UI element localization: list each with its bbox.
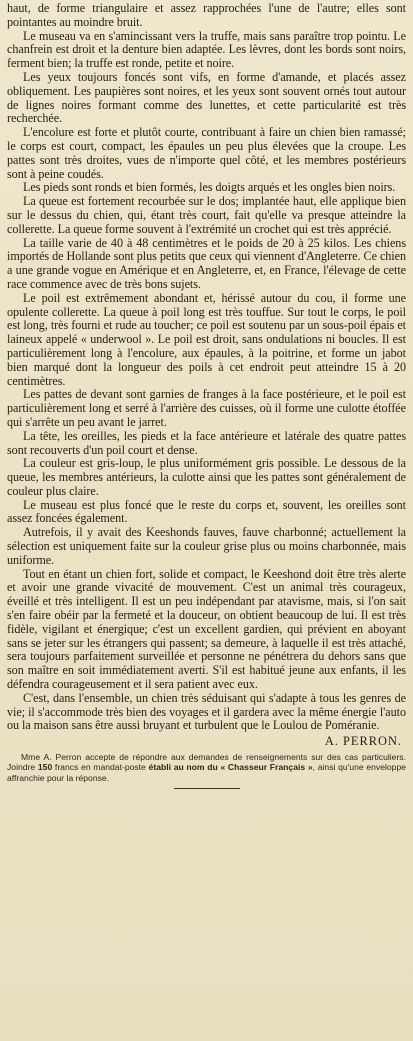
paragraph-muzzle-color: Le museau est plus foncé que le reste du corps et, souvent, les oreilles sont assez foncées également. (7, 497, 406, 526)
paragraph-color: La couleur est gris-loup, le plus uniformément gris possible. Le dessous de la queue, les membres antérieurs, la culotte ainsi que les pattes sont généralement de couleur plus claire. (7, 456, 406, 498)
paragraph-size-weight: La taille varie de 40 à 48 centimètres et le poids de 20 à 25 kilos. Les chiens importés de Hollande sont plus petits que ceux qui viennent d'Angleterre. Ce chien a une grande vogue en Amérique et en Angleterre, et, en France, l'élevage de cette race commence avec de très bons sujets. (7, 235, 406, 291)
author-signature: A. PERRON. (324, 734, 402, 749)
paragraph-muzzle: Le museau va en s'amincissant vers la truffe, mais sans paraître trop pointu. Le chanfrein est droit et la denture bien adaptée. Les lèvres, dont les bords sont noirs, ferment bien; la truffe est ronde, petite et noire. (7, 28, 406, 71)
paragraph-coat: Le poil est extrêmement abondant et, hérissé autour du cou, il forme une opulente collerette. La queue à poil long est très touffue. Sur tout le corps, le poil est long, très fourni et rude au toucher; ce poil est soutenu par un sous-poil épais et laineux appelé « underwool ». Le poil est droit, sans ondulations ni boucles. Il est particulièrement long à l'encolure, aux épaules, à la poitrine, et forme un jabot bien marqué dont la longueur des poils à cet endroit peut atteindre 15 à 20 centimètres. (7, 290, 406, 388)
note-amount: 150 (37, 762, 53, 773)
paragraph-eyes: Les yeux toujours foncés sont vifs, en forme d'amande, et placés assez obliquement. Les paupières sont noires, et les yeux sont souvent ornés tout autour de lignes noires formant comme des lunettes, et cette particularité est très recherchée. (7, 69, 406, 126)
paragraph-front-legs: Les pattes de devant sont garnies de franges à la face postérieure, et le poil est particulièrement long et serré à l'arrière des cuisses, où il forme une culotte étoffée qui s'arrête un peu avant le jarret. (7, 387, 406, 429)
paragraph-character: Tout en étant un chien fort, solide et compact, le Keeshond doit être très alerte et avoir une grande vivacité de mouvement. C'est un animal très courageux, éveillé et très intelligent. Il est un peu indépendant par atavisme, mais, si l'on sait s'en faire obéir par la fermeté et la douceur, on obtient beaucoup de lui. Il est très fidèle, vigilant et énergique; c'est un excellent gardien, qui prévient en aboyant sans se jeter sur les étrangers qui passent; sa demeure, à laquelle il est très attaché, sera toujours parfaitement surveillée et personne ne pénétrera du dehors sans que son maître en soit immédiatement averti. S'il est habitué jeune aux enfants, il les défendra courageusement et il sera patient avec eux. (7, 566, 406, 692)
end-divider (174, 788, 240, 789)
paragraph-history: Autrefois, il y avait des Keeshonds fauves, fauve charbonné; actuellement la sélection est uniquement faite sur la couleur grise plus ou moins charbonnée, mais uniforme. (7, 525, 406, 567)
paragraph-head-hair: La tête, les oreilles, les pieds et la face antérieure et latérale des quatre pattes sont recouverts d'un poil court et dense. (7, 428, 406, 457)
paragraph-feet: Les pieds sont ronds et bien formés, les doigts arqués et les ongles bien noirs. (23, 180, 396, 195)
article-column (7, 2, 406, 789)
reader-service-note (7, 752, 406, 783)
paragraph-tail: La queue est fortement recourbée sur le dos; implantée haut, elle applique bien sur le dessus du chien, qui, étant très court, fait qu'elle va presque atteindre la collerette. La queue forme souvent à l'extrémité un crochet qui est très apprécié. (7, 194, 406, 236)
paragraph-ears-end: haut, de forme triangulaire et assez rapprochées l'une de l'autre; elles sont pointantes au moindre bruit. (7, 1, 406, 29)
paragraph-conclusion: C'est, dans l'ensemble, un chien très séduisant qui s'adapte à tous les genres de vie; il s'accommode très bien des voyages et il gardera avec la même énergie l'auto ou la maison sans être aussi bruyant et turbulent que le Loulou de Poméranie. (7, 690, 406, 733)
paragraph-neck-body: L'encolure est forte et plutôt courte, contribuant à faire un chien bien ramassé; le corps est court, compact, les épaules un peu plus élevées que la croupe. Les pattes sont très droites, vues de n'importe quel côté, et les membres postérieurs sont à peine coudés. (7, 125, 406, 181)
note-text-3: , ainsi qu'une enveloppe affranchie pour la réponse. (7, 762, 406, 783)
note-text-1: Mme A. Perron accepte de répondre aux demandes de renseignements sur des cas particuliers. Joindre (7, 752, 406, 773)
note-payee: établi au nom du « Chasseur Français » (148, 762, 313, 773)
note-text-2: francs en mandat-poste (52, 762, 149, 773)
